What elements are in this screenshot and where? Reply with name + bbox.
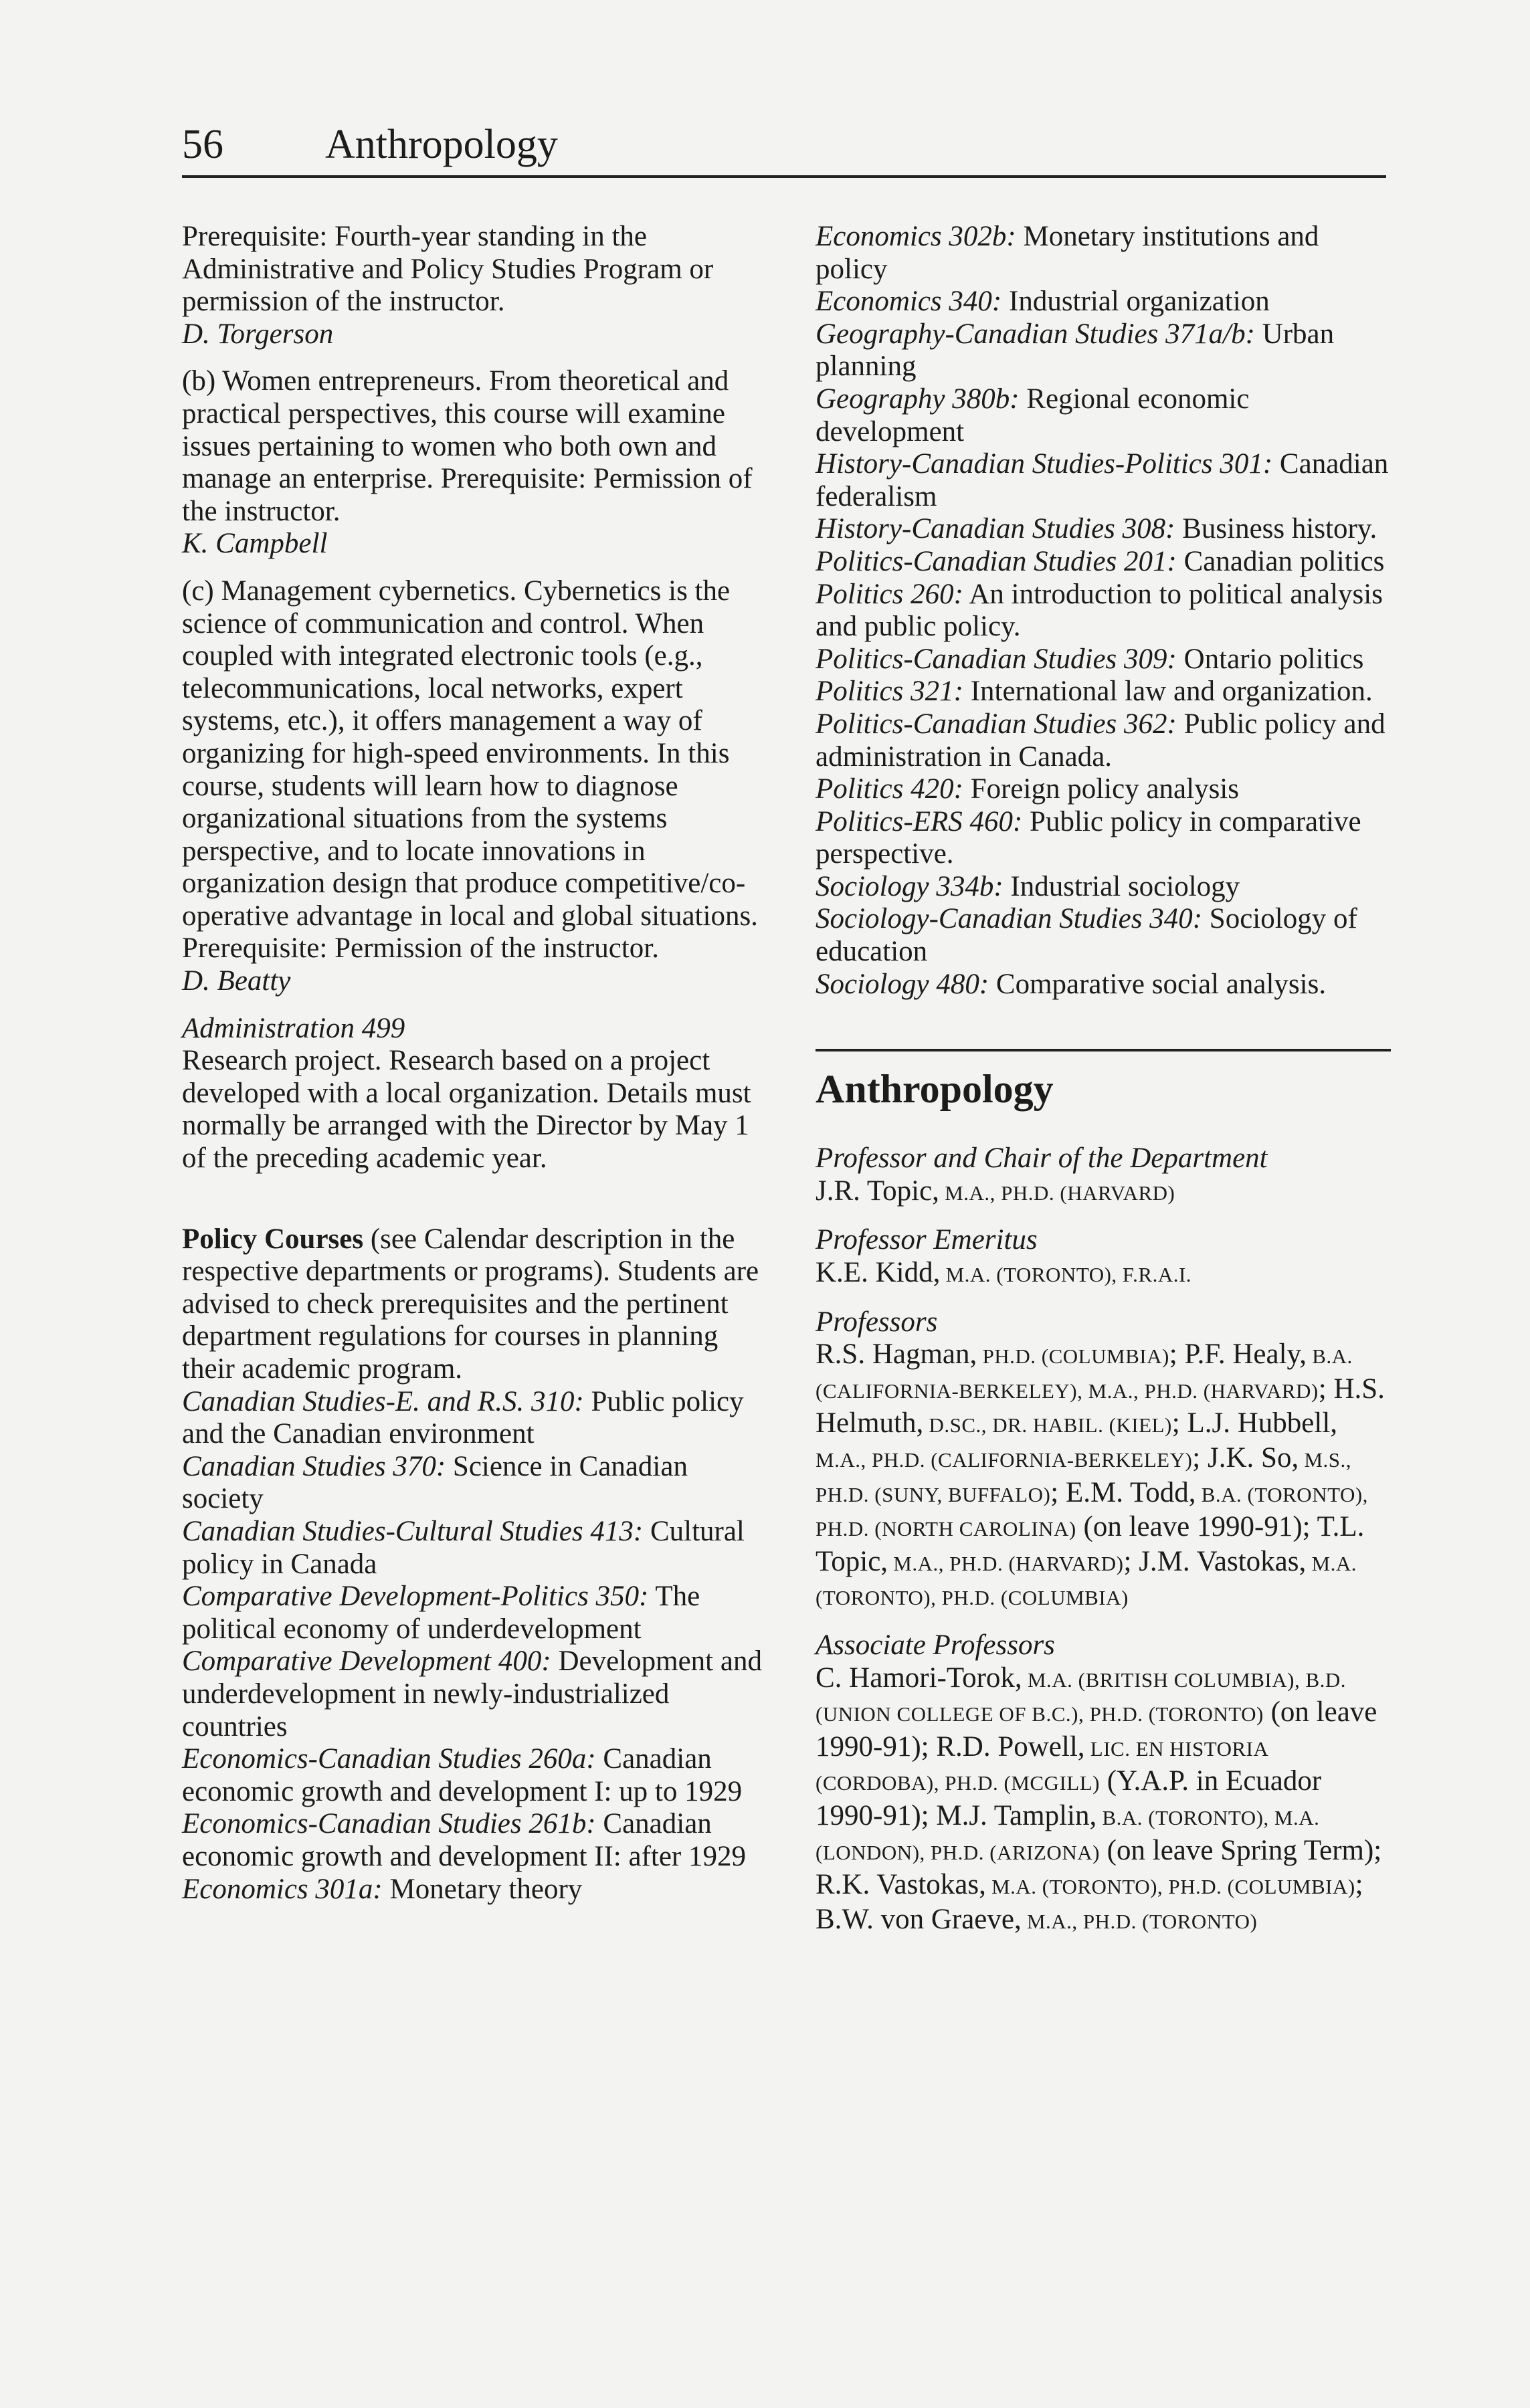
faculty-degrees: M.A. (TORONTO), F.R.A.I. xyxy=(940,1263,1192,1287)
faculty-degrees: M.A., PH.D. (HARVARD) xyxy=(888,1551,1124,1575)
faculty-name: J.M. Vastokas, xyxy=(1139,1545,1307,1577)
faculty-degrees: D.SC., DR. HABIL. (KIEL) xyxy=(923,1413,1172,1437)
course-name: Business history. xyxy=(1175,513,1377,545)
faculty-degrees: M.A., PH.D. (CALIFORNIA-BERKELEY) xyxy=(816,1448,1193,1472)
course-entry xyxy=(816,448,1391,513)
course-name: Industrial organization xyxy=(1001,286,1270,318)
course-name: Public policy in comparative perspective. xyxy=(816,805,1361,870)
course-name: Canadian economic growth and development II: after 1929 xyxy=(182,1808,746,1872)
faculty-note: ; xyxy=(1171,1407,1187,1439)
faculty-name: H.S. Helmuth, xyxy=(816,1373,1385,1439)
section-title: Anthropology xyxy=(816,1067,1054,1112)
course-entry xyxy=(816,383,1391,448)
course-name: An introduction to political analysis and public policy. xyxy=(816,578,1383,643)
policy-course-list xyxy=(182,1386,764,1906)
faculty-note: ; xyxy=(1050,1476,1066,1508)
course-entry xyxy=(816,221,1391,286)
course-entry xyxy=(182,1808,764,1873)
page-number: 56 xyxy=(182,122,223,167)
course-code: Economics-Canadian Studies 260a: xyxy=(182,1743,596,1775)
course-name: Canadian economic growth and development I: up to 1929 xyxy=(182,1743,743,1807)
faculty-note: ; xyxy=(1355,1869,1363,1901)
faculty-name: M.J. Tamplin, xyxy=(936,1799,1097,1831)
policy-courses-paragraph xyxy=(182,1223,764,1386)
course-code: Canadian Studies-E. and R.S. 310: xyxy=(182,1385,584,1417)
faculty-note: (Y.A.P. in Ecuador 1990-91); xyxy=(816,1765,1322,1831)
course-code: Canadian Studies 370: xyxy=(182,1450,446,1482)
course-name: Canadian politics xyxy=(1176,545,1385,577)
course-code: Economics 302b: xyxy=(816,221,1016,252)
faculty-name: L.J. Hubbell, xyxy=(1187,1407,1338,1439)
faculty-note: ; xyxy=(1318,1373,1334,1405)
faculty-name: E.M. Todd, xyxy=(1065,1476,1196,1508)
course-entry xyxy=(816,513,1391,546)
course-code: History-Canadian Studies-Politics 301: xyxy=(816,448,1273,480)
faculty-degrees: B.A. (TORONTO), PH.D. (NORTH CAROLINA) xyxy=(816,1482,1368,1541)
faculty-note: (on leave 1990-91); xyxy=(1076,1511,1317,1543)
faculty-entry xyxy=(816,1175,1391,1210)
course-entry xyxy=(182,1386,764,1451)
faculty-note: ; xyxy=(1123,1545,1139,1577)
faculty-entry xyxy=(816,1257,1391,1292)
faculty-degrees: LIC. EN HISTORIA (CORDOBA), PH.D. (MCGILL) xyxy=(816,1736,1268,1795)
right-column xyxy=(816,221,1391,1938)
course-name: The political economy of underdevelopment xyxy=(182,1581,700,1645)
course-code: Canadian Studies-Cultural Studies 413: xyxy=(182,1515,644,1547)
instructor-name: K. Campbell xyxy=(182,528,328,560)
policy-courses-description: (see Calendar description in the respective departments or programs). Students are advised to check prerequisites and the pertinent department regulations for courses in planning their academic program. xyxy=(182,1223,759,1385)
course-name: Industrial sociology xyxy=(1003,870,1240,902)
faculty-note: (on leave 1990-91); xyxy=(816,1696,1377,1763)
faculty-degrees: M.A., PH.D. (TORONTO) xyxy=(1021,1909,1258,1933)
course-entry xyxy=(182,1516,764,1581)
faculty-name: J.R. Topic, xyxy=(816,1175,939,1207)
course-entry xyxy=(816,318,1391,383)
course-name: Comparative social analysis. xyxy=(989,968,1327,1000)
course-code: Sociology-Canadian Studies 340: xyxy=(816,903,1203,935)
course-entry xyxy=(182,1645,764,1743)
course-code: Economics-Canadian Studies 261b: xyxy=(182,1808,596,1840)
faculty-degrees: B.A. (TORONTO), M.A. (LONDON), PH.D. (ARIZONA) xyxy=(816,1805,1320,1864)
course-name: Monetary institutions and policy xyxy=(816,221,1319,285)
instructor-name: D. Beatty xyxy=(182,965,291,997)
faculty-degrees: M.A., PH.D. (HARVARD) xyxy=(939,1181,1175,1205)
course-name: Development and underdevelopment in newly-industrialized countries xyxy=(182,1645,762,1742)
course-title: Administration 499 xyxy=(182,1012,405,1044)
faculty-degrees: M.S., PH.D. (SUNY, BUFFALO) xyxy=(816,1448,1352,1506)
faculty-degrees: M.A. (TORONTO), PH.D. (COLUMBIA) xyxy=(985,1875,1355,1899)
course-entry xyxy=(182,1451,764,1516)
course-code: Geography 380b: xyxy=(816,383,1020,415)
course-code: Economics 340: xyxy=(816,286,1002,318)
course-code: History-Canadian Studies 308: xyxy=(816,513,1175,545)
faculty-name: B.W. von Graeve, xyxy=(816,1903,1022,1935)
page-header xyxy=(182,114,1386,178)
course-code: Politics 260: xyxy=(816,578,963,610)
faculty-note: ; xyxy=(1169,1338,1185,1371)
faculty-heading: Professors xyxy=(816,1306,938,1338)
course-name: Foreign policy analysis xyxy=(963,773,1239,805)
section-rule xyxy=(816,1049,1391,1051)
course-code: Politics-Canadian Studies 309: xyxy=(816,643,1177,675)
faculty-note: (on leave Spring Term); xyxy=(1099,1834,1382,1866)
course-entry xyxy=(816,546,1391,579)
course-name: Public policy and administration in Canada. xyxy=(816,708,1385,773)
course-entry xyxy=(182,1581,764,1645)
course-code: Comparative Development-Politics 350: xyxy=(182,1581,649,1613)
faculty-name: R.K. Vastokas, xyxy=(816,1869,986,1901)
faculty-name: K.E. Kidd, xyxy=(816,1257,941,1289)
course-code: Politics-ERS 460: xyxy=(816,805,1023,837)
faculty-name: C. Hamori-Torok, xyxy=(816,1662,1022,1694)
course-entry xyxy=(816,676,1391,708)
course-entry xyxy=(816,871,1391,904)
policy-courses-label: Policy Courses xyxy=(182,1223,364,1255)
course-entry xyxy=(182,1743,764,1808)
associate-professors-list xyxy=(816,1662,1391,1938)
course-code: Economics 301a: xyxy=(182,1873,383,1905)
faculty-degrees: B.A. (CALIFORNIA-BERKELEY), M.A., PH.D. (HARVARD) xyxy=(816,1344,1353,1403)
faculty-heading: Associate Professors xyxy=(816,1629,1055,1661)
course-entry xyxy=(816,903,1391,968)
course-code: Geography-Canadian Studies 371a/b: xyxy=(816,318,1255,350)
course-name: Cultural policy in Canada xyxy=(182,1515,745,1580)
course-entry xyxy=(816,708,1391,773)
course-entry xyxy=(816,286,1391,318)
faculty-name: P.F. Healy, xyxy=(1184,1338,1307,1371)
course-entry xyxy=(182,1874,764,1906)
faculty-degrees: PH.D. (COLUMBIA) xyxy=(977,1344,1169,1369)
course-entry xyxy=(816,806,1391,871)
faculty-name: J.K. So, xyxy=(1208,1442,1299,1474)
course-name: Sociology of education xyxy=(816,903,1357,968)
faculty-degrees: M.A. (TORONTO), PH.D. (COLUMBIA) xyxy=(816,1551,1357,1610)
course-code: Politics 321: xyxy=(816,676,963,708)
course-code: Politics-Canadian Studies 201: xyxy=(816,545,1177,577)
course-entry xyxy=(816,643,1391,676)
course-name: Regional economic development xyxy=(816,383,1250,447)
course-code: Sociology 334b: xyxy=(816,870,1003,902)
course-code: Sociology 480: xyxy=(816,968,989,1000)
course-name: Canadian federalism xyxy=(816,448,1389,512)
faculty-name: R.D. Powell, xyxy=(936,1730,1085,1763)
course-description: (c) Management cybernetics. Cybernetics is the science of communication and control. When coupled with integrated electronic tools (e.g., telecommunications, local networks, expert systems, etc.), it offers management a way of organizing for high-speed environments. In this course, students will learn how to diagnose organizational situations from the systems perspective, and to locate innovations in organization design that produce competitive/co-operative advantage in local and global situations. Prerequisite: Permission of the instructor. xyxy=(182,575,758,965)
left-column xyxy=(182,221,764,1906)
course-name: Urban planning xyxy=(816,318,1335,383)
professors-list xyxy=(816,1338,1391,1615)
running-head: Anthropology xyxy=(325,122,558,167)
course-entry xyxy=(816,579,1391,643)
course-code: Politics 420: xyxy=(816,773,963,805)
course-name: Monetary theory xyxy=(382,1873,583,1905)
faculty-note: ; xyxy=(1192,1442,1208,1474)
faculty-name: R.S. Hagman, xyxy=(816,1338,977,1371)
course-name: Ontario politics xyxy=(1176,643,1364,675)
instructor-name: D. Torgerson xyxy=(182,318,334,350)
prerequisite-text: Prerequisite: Fourth-year standing in the Administrative and Policy Studies Program or permission of the instructor. xyxy=(182,221,714,318)
course-code: Politics-Canadian Studies 362: xyxy=(816,708,1177,740)
course-description: (b) Women entrepreneurs. From theoretical and practical perspectives, this course will examine issues pertaining to women who both own and manage an enterprise. Prerequisite: Permission of the instructor. xyxy=(182,365,753,527)
course-name: Science in Canadian society xyxy=(182,1450,688,1515)
policy-course-list-continued xyxy=(816,221,1391,1001)
course-name: International law and organization. xyxy=(963,676,1373,708)
faculty-heading: Professor and Chair of the Department xyxy=(816,1142,1268,1175)
faculty-name: T.L. Topic, xyxy=(816,1511,1365,1577)
faculty-degrees: M.A. (BRITISH COLUMBIA), B.D. (UNION COLLEGE OF B.C.), PH.D. (TORONTO) xyxy=(816,1668,1347,1726)
course-code: Comparative Development 400: xyxy=(182,1645,551,1678)
course-entry xyxy=(816,773,1391,806)
course-entry xyxy=(816,969,1391,1001)
course-name: Public policy and the Canadian environment xyxy=(182,1385,744,1450)
faculty-heading: Professor Emeritus xyxy=(816,1224,1038,1256)
course-description: Research project. Research based on a project developed with a local organization. Details must normally be arranged with the Director by May 1 of the preceding academic year. xyxy=(182,1045,751,1175)
